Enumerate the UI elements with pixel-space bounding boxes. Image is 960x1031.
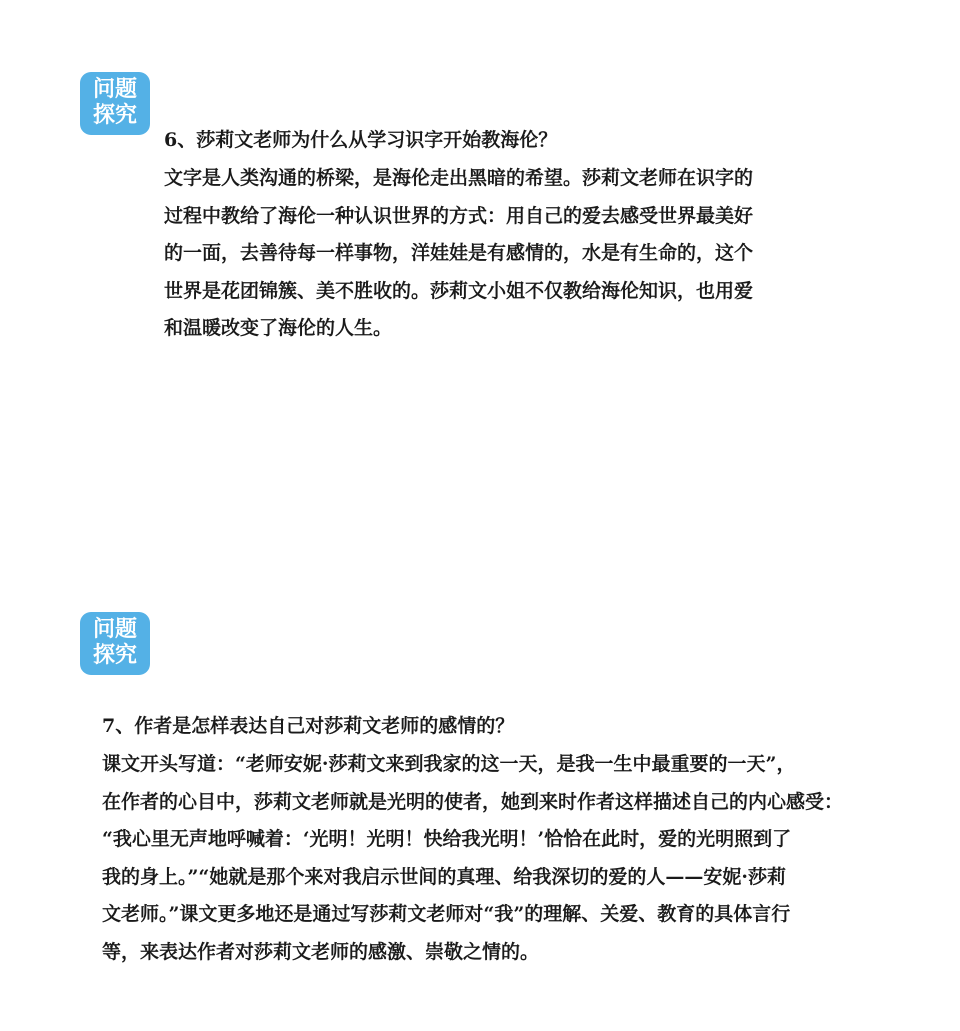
answer-text (164, 160, 753, 348)
answer-line: 过程中教给了海伦一种认识世界的方式：用自己的爱去感受世界最美好 (164, 204, 754, 227)
badge-line-2: 探究 (92, 103, 137, 128)
badge-line-1: 问题 (92, 617, 137, 642)
answer-line: 世界是花团锦簇、美不胜收的。莎莉文小姐不仅教给海伦知识，也用爱 (164, 279, 754, 302)
inquiry-badge (80, 612, 150, 675)
answer-text (102, 746, 843, 971)
badge-line-2: 探究 (92, 643, 137, 668)
answer-line: 文老师。”课文更多地还是通过写莎莉文老师对“我”的理解、关爱、教育的具体言行 (102, 903, 791, 925)
question-title: 7、作者是怎样表达自己对莎莉文老师的感情的？ (102, 715, 515, 737)
answer-line: 和温暖改变了海伦的人生。 (164, 317, 393, 339)
answer-line: “我心里无声地呼喊着：‘光明！光明！快给我光明！’恰恰在此时，爱的光明照到了 (102, 828, 792, 850)
question-block-6 (164, 124, 753, 348)
answer-line: 课文开头写道：“老师安妮·莎莉文来到我家的这一天，是我一生中最重要的一天”， (102, 753, 796, 775)
answer-line: 的一面，去善待每一样事物，洋娃娃是有感情的，水是有生命的，这个 (164, 242, 754, 264)
inquiry-badge (80, 72, 150, 135)
answer-line: 在作者的心目中，莎莉文老师就是光明的使者，她到来时作者这样描述自己的内心感受： (102, 790, 844, 813)
answer-line: 文字是人类沟通的桥梁，是海伦走出黑暗的希望。莎莉文老师在识字的 (164, 167, 754, 189)
question-title: 6、莎莉文老师为什么从学习识字开始教海伦？ (164, 129, 558, 151)
badge-line-1: 问题 (92, 77, 137, 102)
answer-line: 等，来表达作者对莎莉文老师的感激、崇敬之情的。 (102, 940, 540, 963)
question-block-7 (102, 710, 843, 971)
answer-line: 我的身上。”“她就是那个来对我启示世间的真理、给我深切的爱的人——安妮·莎莉 (102, 865, 786, 888)
